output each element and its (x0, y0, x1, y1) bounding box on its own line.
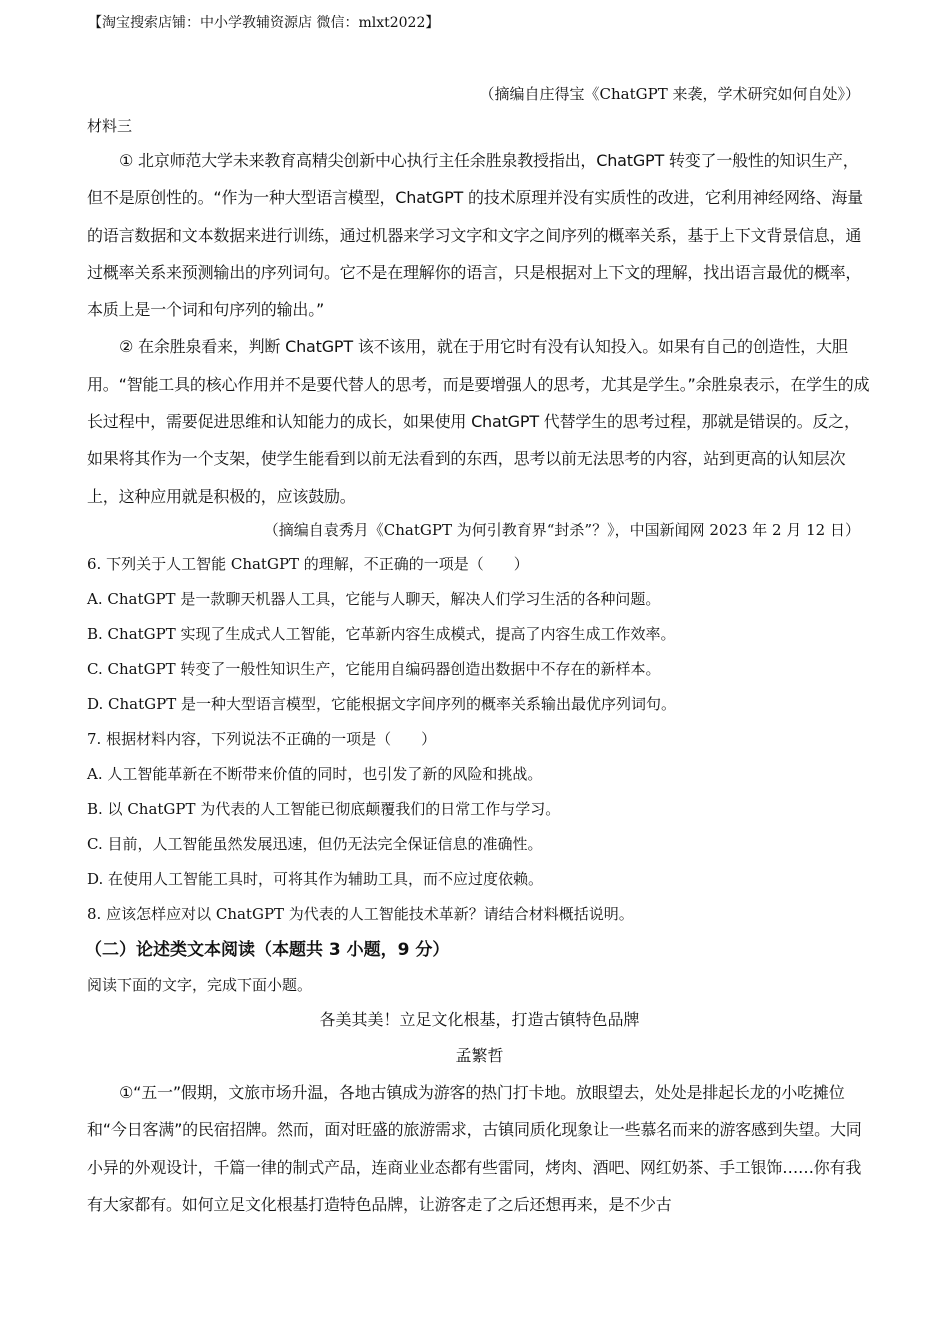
question-6-option-d: D. ChatGPT 是一种大型语言模型，它能根据文字间序列的概率关系输出最优序列词句。 (87, 694, 676, 713)
question-7-option-b: B. 以 ChatGPT 为代表的人工智能已彻底颠覆我们的日常工作与学习。 (87, 799, 561, 818)
section-2-instruction: 阅读下面的文字，完成下面小题。 (87, 975, 313, 994)
question-8-stem: 8. 应该怎样应对以 ChatGPT 为代表的人工智能技术革新？请结合材料概括说明。 (87, 904, 634, 923)
document-page (87, 78, 872, 1223)
question-7-option-a: A. 人工智能革新在不断带来价值的同时，也引发了新的风险和挑战。 (87, 764, 543, 783)
question-6-option-a: A. ChatGPT 是一款聊天机器人工具，它能与人聊天，解决人们学习生活的各种问题。 (87, 589, 661, 608)
article-author: 孟繁哲 (455, 1045, 504, 1065)
source-citation-2: （摘编自袁秀月《ChatGPT 为何引教育界“封杀”？》，中国新闻网 2023 年 2 月 12 日） (263, 520, 860, 539)
page-header-watermark: 【淘宝搜索店铺：中小学教辅资源店 微信：mlxt2022】 (88, 15, 440, 31)
article-title: 各美其美！立足文化根基，打造古镇特色品牌 (319, 1009, 640, 1029)
article-paragraph-1: ①“五一”假期，文旅市场升温，各地古镇成为游客的热门打卡地。放眼望去，处处是排起长龙的小吃摊位和“今日客满”的民宿招牌。然而，面对旺盛的旅游需求，古镇同质化现象让一些慕名而来的游客感到失望。大同小异的外观设计，千篇一律的制式产品，连商业业态都有些雷同，烤肉、酒吧、网红奶茶、手工银饰……你有我有大家都有。如何立足文化根基打造特色品牌，让游客走了之后还想再来，是不少古 (87, 1082, 862, 1214)
question-6-stem: 6. 下列关于人工智能 ChatGPT 的理解，不正确的一项是（ ） (87, 554, 529, 573)
material-3-label: 材料三 (87, 117, 133, 135)
question-7-option-d: D. 在使用人工智能工具时，可将其作为辅助工具，而不应过度依赖。 (87, 869, 544, 888)
section-2-heading: （二）论述类文本阅读（本题共 3 小题，9 分） (85, 939, 450, 960)
material-3-paragraph-2: ② 在余胜泉看来，判断 ChatGPT 该不该用，就在于用它时有没有认知投入。如果有自己的创造性，大胆用。“智能工具的核心作用并不是要代替人的思考，而是要增强人的思考，尤其是学生。”余胜泉表示，在学生的成长过程中，需要促进思维和认知能力的成长，如果使用 ChatGPT 代替学生的思考过程，那就是错误的。反之，如果将其作为一个支架，使学生能看到以前无法看到的东西，思考以前无法思考的内容，站到更高的认知层次上，这种应用就是积极的，应该鼓励。 (87, 337, 870, 506)
material-3-paragraph-1: ① 北京师范大学未来教育高精尖创新中心执行主任余胜泉教授指出，ChatGPT 转变了一般性的知识生产，但不是原创性的。“作为一种大型语言模型，ChatGPT 的技术原理并没有实质性的改进，它利用神经网络、海量的语言数据和文本数据来进行训练，通过机器来学习文字和文字之间序列的概率关系，基于上下文背景信息，通过概率关系来预测输出的序列词句。它不是在理解你的语言，只是根据对上下文的理解，找出语言最优的概率，本质上是一个词和句序列的输出。” (87, 151, 863, 320)
question-6-option-b: B. ChatGPT 实现了生成式人工智能，它革新内容生成模式，提高了内容生成工作效率。 (87, 624, 676, 643)
question-6-option-c: C. ChatGPT 转变了一般性知识生产，它能用自编码器创造出数据中不存在的新样本。 (87, 659, 661, 678)
question-7-stem: 7. 根据材料内容，下列说法不正确的一项是（ ） (87, 729, 437, 748)
source-citation-1: （摘编自庄得宝《ChatGPT 来袭，学术研究如何自处》） (479, 85, 860, 103)
question-7-option-c: C. 目前，人工智能虽然发展迅速，但仍无法完全保证信息的准确性。 (87, 834, 543, 853)
